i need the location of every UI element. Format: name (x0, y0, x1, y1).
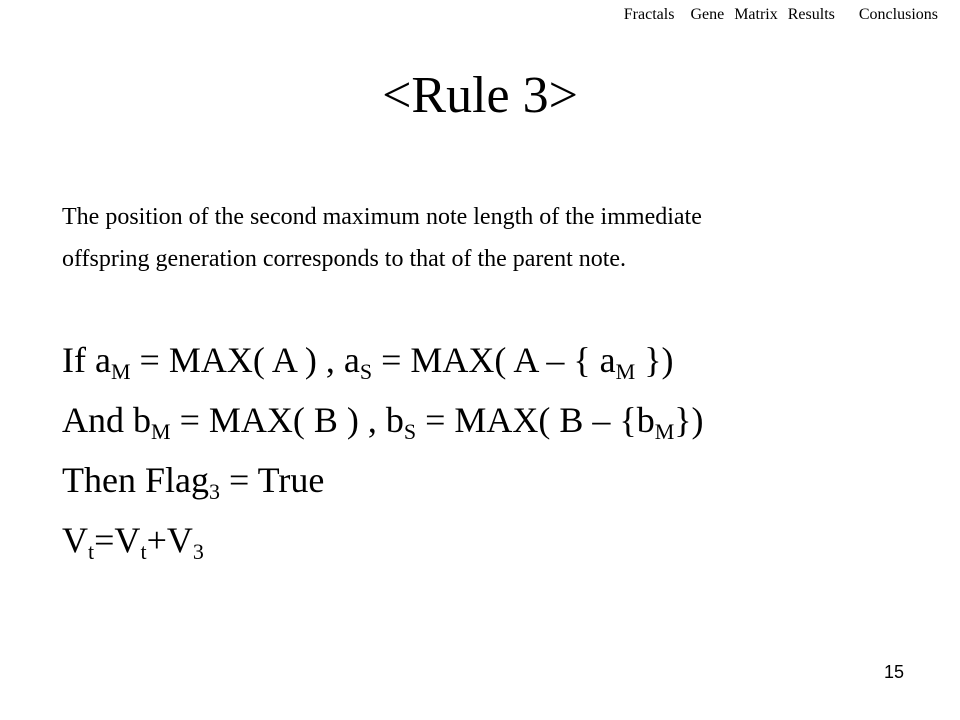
rule-description (62, 196, 922, 280)
text: = MAX( B ) , b (170, 400, 404, 440)
description-line-2: offspring generation corresponds to that of the parent note. (62, 246, 627, 272)
text: +V (146, 520, 193, 560)
slide-title: <Rule 3> (382, 67, 578, 124)
subscript: t (140, 539, 147, 564)
subscript: M (110, 359, 131, 384)
subscript: 3 (208, 479, 220, 504)
text: = MAX( B – {b (416, 400, 655, 440)
page-number: 15 (883, 662, 904, 682)
subscript: M (151, 419, 171, 444)
text: =V (94, 520, 141, 560)
text: If a (62, 340, 111, 380)
text: }) (635, 340, 674, 380)
subscript: t (88, 539, 95, 564)
nav-link-results[interactable]: Results (787, 6, 835, 23)
condition-line-a (62, 330, 922, 390)
condition-line-flag (62, 450, 922, 510)
nav-link-conclusions[interactable]: Conclusions (858, 6, 938, 23)
subscript: M (615, 359, 636, 384)
nav-link-matrix[interactable]: Matrix (734, 6, 778, 23)
subscript: 3 (192, 539, 204, 564)
text: = True (219, 460, 325, 500)
subscript: S (403, 419, 417, 444)
description-line-1: The position of the second maximum note length of the immediate (62, 204, 702, 230)
text: = MAX( A ) , a (130, 340, 360, 380)
text: Then Flag (62, 460, 209, 500)
nav-link-fractals[interactable]: Fractals (623, 6, 675, 23)
condition-line-b (62, 390, 922, 450)
text: }) (674, 400, 704, 440)
text: = MAX( A – { a (372, 340, 616, 380)
top-navigation (624, 6, 938, 24)
subscript: M (654, 419, 675, 444)
condition-line-vt (62, 510, 922, 570)
nav-link-gene[interactable]: Gene (690, 6, 725, 23)
text: And b (62, 400, 151, 440)
subscript: S (359, 359, 373, 384)
rule-conditions (62, 330, 922, 570)
text: V (62, 520, 88, 560)
